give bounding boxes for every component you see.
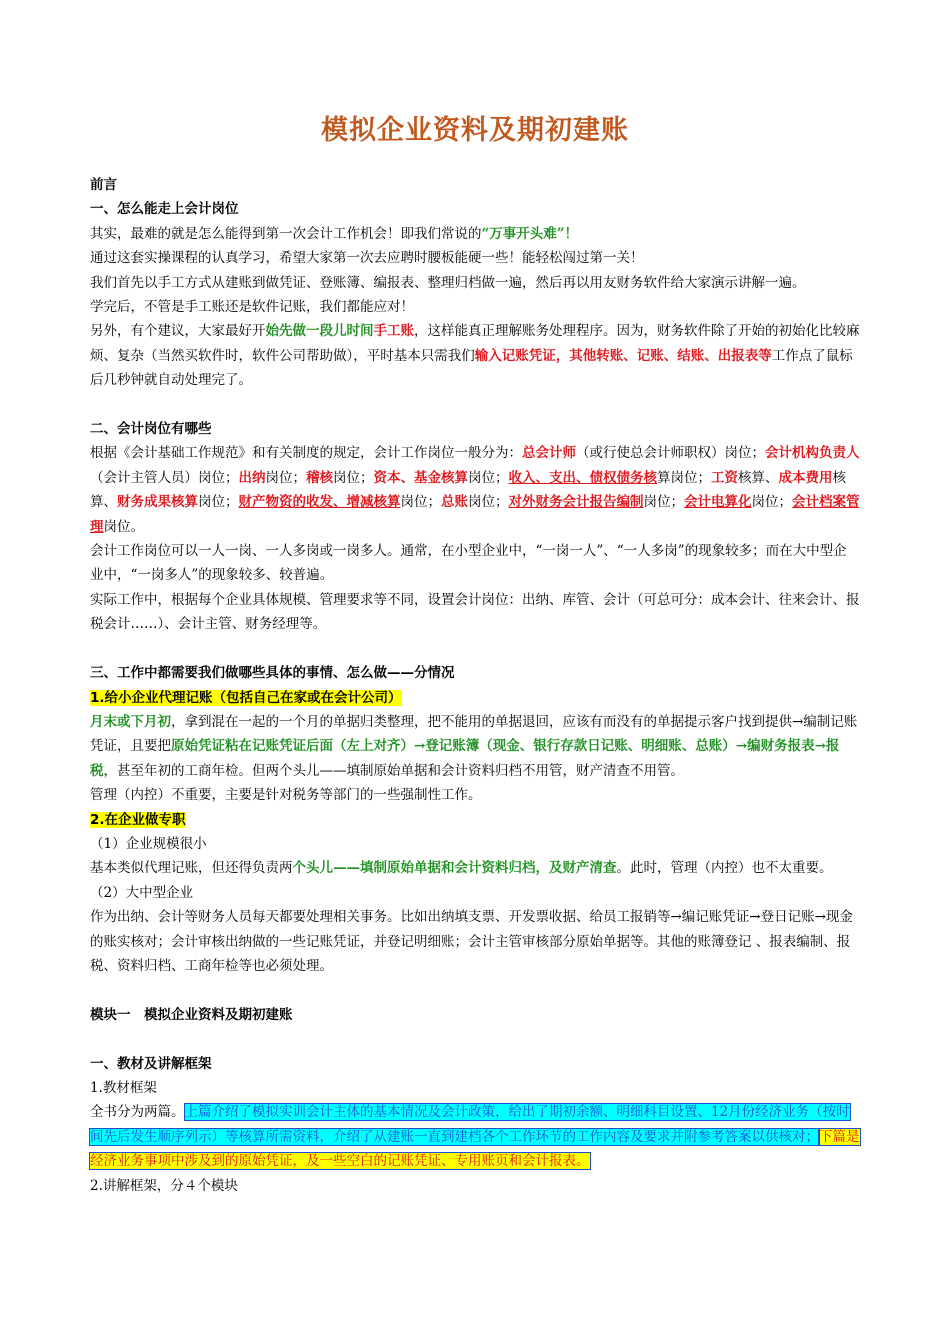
section1-para5 (90, 319, 860, 392)
text: ，甚至年初的工商年检。但两个头儿——填制原始单据和会计资料归档不用管，财产清查不用管。 (103, 762, 684, 779)
position-term: 出纳 (238, 469, 266, 486)
section1-para4: 学完后，不管是手工账还是软件记账，我们都能应对！ (90, 299, 414, 316)
highlight-green: “万事开头难”！ (481, 225, 579, 242)
text: 岗位； (198, 494, 239, 511)
text: 核算、 (738, 469, 779, 486)
highlight-green: 原始凭证粘在记账凭证后面（左上对齐）→登记账簿（现金、银行存款日记账、明细账、总账）→编财务报表→报税 (90, 738, 840, 779)
text: 岗位； (751, 494, 792, 511)
section3-para1 (90, 710, 860, 783)
text: 算岗位； (657, 469, 711, 486)
text: 另外，有个建议，大家最好开 (90, 323, 266, 340)
text: 岗位； (333, 469, 374, 486)
lecture-framework-label: 2.讲解框架，分４个模块 (90, 1177, 238, 1194)
section2-heading: 二、会计岗位有哪些 (90, 421, 212, 438)
position-term: 收入、支出、债权债务核 (508, 469, 657, 486)
text: 岗位； (643, 494, 684, 511)
text: 岗位； (400, 494, 441, 511)
text: ，拿到混在一起的一个月的单据归类整理，把不能用的单据退回，应该有而没有的单据提示客户找到提供→编制记账凭证，且要把 (90, 713, 858, 755)
section4-heading: 一、教材及讲解框架 (90, 1055, 212, 1072)
subsection-fulltime: 2.在企业做专职 (90, 811, 186, 828)
text: 岗位； (265, 469, 306, 486)
text: 岗位； (468, 469, 509, 486)
position-term: 总账 (441, 494, 468, 511)
highlight-red: 手工账 (373, 323, 414, 340)
textbook-framework-para (90, 1100, 860, 1173)
text: （或行使总会计师职权）岗位； (576, 445, 765, 462)
document-body (90, 173, 860, 1198)
position-term: 总会计师 (522, 445, 576, 462)
highlight-yellow: 下篇是经济业务事项中涉及到的原始凭证，及一些空白的记账凭证、专用账页和会计报表。 (90, 1128, 860, 1170)
position-term: 会计档案管理 (90, 494, 860, 535)
position-term: 财产物资的收发、增减核算 (238, 494, 401, 511)
position-term: 稽核 (306, 469, 333, 486)
text: 根据《会计基础工作规范》和有关制度的规定，会计工作岗位一般分为： (90, 445, 522, 462)
section1-para2: 通过这套实操课程的认真学习，希望大家第一次去应聘时腰板能硬一些！能轻松闯过第一关！ (90, 250, 644, 267)
section1-para1 (90, 222, 860, 246)
text: ，这样能真正理解账务处理程序。因为，财务软件除了开始的初始化比较麻烦、复杂（当然买软件时，软件公司帮助做），平时基本只需我们 (90, 323, 860, 364)
text: 全书分为两篇。 (90, 1104, 185, 1121)
module-heading: 模块一 模拟企业资料及期初建账 (90, 1006, 293, 1023)
position-term: 财务成果核算 (117, 494, 198, 511)
position-term: 成本费用 (778, 469, 833, 486)
large-company-label: （2）大中型企业 (90, 884, 194, 901)
text: 其实，最难的就是怎么能得到第一次会计工作机会！即我们常说的 (90, 225, 482, 242)
page-title: 模拟企业资料及期初建账 (321, 115, 629, 146)
small-company-label: （1）企业规模很小 (90, 835, 207, 852)
text: 。此时，管理（内控）也不太重要。 (616, 860, 833, 877)
section1-para3: 我们首先以手工方式从建账到做凭证、登账簿、编报表、整理归档做一遍，然后再以用友财务软件给大家演示讲解一遍。 (90, 274, 806, 291)
text: 岗位。 (103, 518, 144, 535)
section3-heading: 三、工作中都需要我们做哪些具体的事情、怎么做——分情况 (90, 665, 455, 682)
text: 核算、 (90, 469, 846, 511)
highlight-green: 个头儿——填制原始单据和会计资料归档，及财产清查 (292, 860, 617, 877)
text: （会计主管人员）岗位； (90, 469, 239, 486)
preface-heading: 前言 (90, 177, 117, 193)
large-company-para: 作为出纳、会计等财务人员每天都要处理相关事务。比如出纳填支票、开发票收据、给员工报销等→编记账凭证→登日记账→现金的账实核对；会计审核出纳做的一些记账凭证，并登记明细账；会计主管审核部分原始单据等。其他的账簿登记 、报表编制、报税、资料归档、工商年检等也必须处理。 (90, 909, 853, 974)
small-company-para (90, 856, 860, 880)
highlight-green: 月末或下月初 (90, 713, 171, 730)
text: 岗位； (468, 494, 509, 511)
section2-para3: 实际工作中，根据每个企业具体规模、管理要求等不同，设置会计岗位：出纳、库管、会计（可总可分：成本会计、往来会计、报税会计……）、会计主管、财务经理等。 (90, 591, 860, 633)
section2-para1 (90, 441, 860, 539)
position-term: 对外财务会计报告编制 (508, 494, 644, 511)
subsection-agency: 1.给小企业代理记账（包括自己在家或在会计公司） (90, 689, 402, 706)
textbook-framework-label: 1.教材框架 (90, 1079, 157, 1096)
position-term: 工资 (711, 469, 738, 486)
text: 工作点了鼠标后几秒钟就自动处理完了。 (90, 347, 853, 389)
section2-para2: 会计工作岗位可以一人一岗、一人多岗或一岗多人。通常，在小型企业中，“一岗一人”、“一人多岗”的现象较多；而在大中型企业中，“一岗多人”的现象较多、较普遍。 (90, 543, 847, 584)
position-term: 资本、基金核算 (373, 469, 468, 486)
position-term: 会计机构负责人 (765, 445, 860, 462)
text: 基本类似代理记账，但还得负责两 (90, 860, 293, 877)
highlight-red: 输入记账凭证，其他转账、记账、结账、出报表等 (474, 347, 772, 364)
highlight-green: 始先做一段儿时间 (265, 323, 374, 340)
highlight-cyan: 上篇介绍了模拟实训会计主体的基本情况及会计政策，给出了期初余额、明细科目设置、12月份经济业务（按时间先后发生顺序列示）等核算所需资料，介绍了从建账一直到建档各个工作环节的工作内容及要求并附参考答案以供核对； (90, 1104, 850, 1145)
section1-heading: 一、怎么能走上会计岗位 (90, 201, 239, 218)
section3-para2: 管理（内控）不重要，主要是针对税务等部门的一些强制性工作。 (90, 787, 482, 804)
position-term: 会计电算化 (684, 494, 752, 511)
